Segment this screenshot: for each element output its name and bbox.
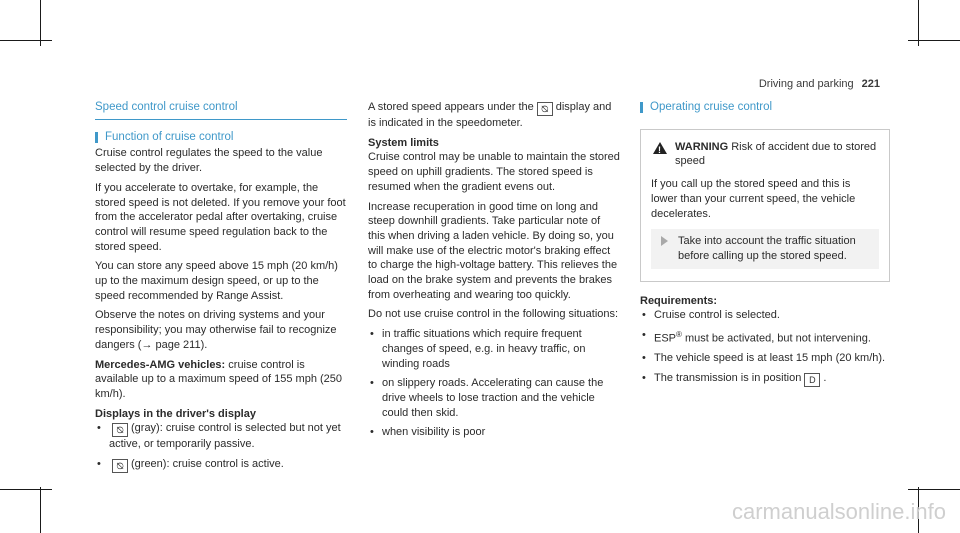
section-title: Speed control cruise control (95, 100, 347, 120)
paragraph: Observe the notes on driving systems and your responsibility; you may otherwise fail to recognize dangers (→ page 211). (95, 309, 337, 351)
crop-mark (908, 40, 960, 41)
cruise-control-icon: ⦰ (537, 102, 553, 116)
action-arrow-icon (661, 236, 668, 246)
crop-mark (0, 40, 52, 41)
subsection-title: Operating cruise control (640, 100, 890, 115)
column-1 (95, 100, 347, 478)
paragraph: Increase recuperation in good time on long and steep downhill gradients. Take particular note of this when driving a laden vehicle. By doing so, you will make use of the electric motor's braking effect to charge the high-voltage battery. This relieves the load on the brake system and prevents the brakes from overheating and wearing too quickly. (368, 200, 618, 301)
warning-header (651, 140, 879, 169)
column-2 (368, 100, 620, 445)
warning-box (640, 129, 890, 282)
paragraph: A stored speed appears under the ⦰ display and is indicated in the speedometer. (368, 101, 612, 129)
paragraph: Do not use cruise control in the following situations: (368, 308, 619, 321)
list-item: • on slippery roads. Accelerating can cause the drive wheels to lose traction and the vehicle could then skid. (368, 376, 620, 420)
amg-paragraph (95, 358, 347, 402)
page-number: 221 (861, 78, 880, 90)
amg-text: cruise control is available up to a maximum speed of 155 mph (250 km/h). (95, 358, 343, 400)
list-item: • ⦰ (gray): cruise control is selected but not yet active, or temporarily passive. (95, 421, 347, 452)
paragraph: Cruise control regulates the speed to the value selected by the driver. (95, 147, 323, 175)
crop-mark (908, 489, 960, 490)
displays-title: Displays in the driver's display (95, 407, 256, 420)
warning-action-text: Take into account the traffic situation before calling up the stored speed. (678, 235, 856, 262)
list-item: • The vehicle speed is at least 15 mph (20 km/h). (640, 351, 890, 366)
warning-action (651, 229, 879, 268)
warning-icon (653, 142, 667, 154)
list-item: • Cruise control is selected. (640, 308, 890, 323)
crop-mark (40, 487, 41, 533)
watermark: carmanualsonline.info (731, 499, 946, 524)
paragraph: If you accelerate to overtake, for example, the stored speed is not deleted. If you remove your foot from the accelerator pedal after overtaking, cruise control will resume speed regulation back to the stored speed. (95, 181, 346, 253)
crop-mark (0, 489, 52, 490)
page-section-title: Driving and parking (758, 78, 854, 90)
list-item: • ESP® must be activated, but not intervening. (640, 328, 890, 346)
requirements-title: Requirements: (640, 294, 718, 307)
warning-label: WARNING (675, 140, 729, 153)
gear-d-icon: D (804, 373, 820, 387)
list-item: • when visibility is poor (368, 425, 620, 440)
amg-label: Mercedes-AMG vehicles: (95, 358, 226, 371)
warning-text: If you call up the stored speed and this is lower than your current speed, the vehicle decelerates. (651, 178, 856, 220)
paragraph: Cruise control may be unable to maintain the stored speed on uphill gradients. The stored speed is resumed when the gradient evens out. (368, 151, 620, 193)
page-header (759, 78, 880, 90)
cruise-control-icon: ⦰ (112, 459, 128, 473)
warning-heading: Risk of accident due to stored speed (675, 140, 877, 168)
paragraph: You can store any speed above 15 mph (20 km/h) up to the maximum design speed, or up to the speed recommended by Range Assist. (95, 260, 338, 302)
list-item: • ⦰ (green): cruise control is active. (95, 457, 347, 473)
list-item: • The transmission is in position D . (640, 371, 890, 387)
column-3 (640, 100, 890, 392)
cruise-control-icon: ⦰ (112, 423, 128, 437)
list-item: • in traffic situations which require frequent changes of speed, e.g. in heavy traffic, on winding roads (368, 327, 620, 371)
subsection-title: Function of cruise control (95, 130, 347, 145)
system-limits-title: System limits (368, 136, 439, 149)
